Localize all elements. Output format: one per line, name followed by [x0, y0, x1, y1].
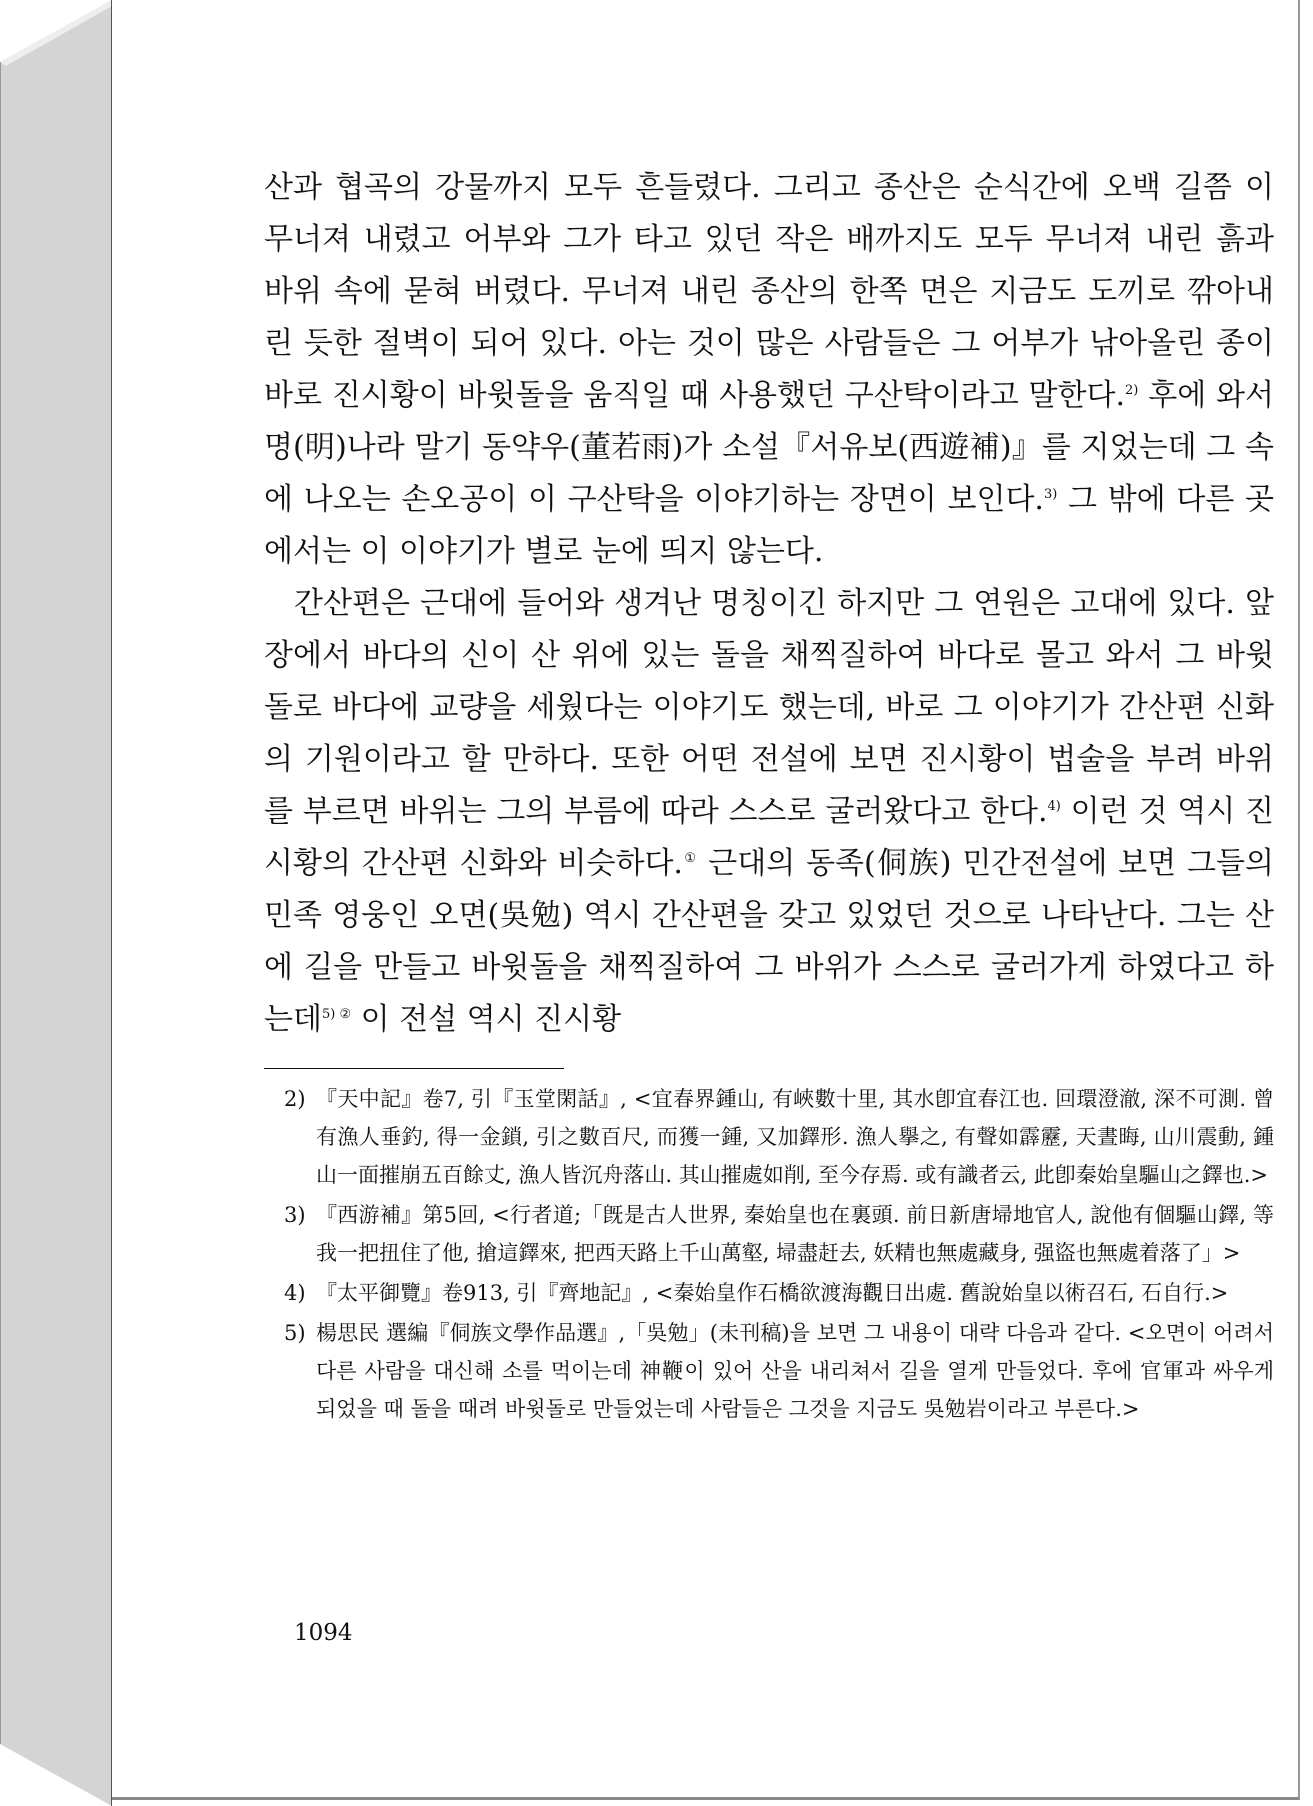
footnote — [284, 1314, 1274, 1428]
footnote-ref: 4) — [1047, 799, 1061, 814]
footnote-number: 5) — [284, 1321, 306, 1345]
footnote — [284, 1080, 1274, 1194]
footnote-text: 『太平御覽』卷913, 引『齊地記』, <秦始皇作石橋欲渡海觀日出處. 舊說始皇以術召石, 石自行.> — [316, 1281, 1229, 1305]
footnote-number: 3) — [284, 1203, 306, 1227]
footnote-ref: 5) ② — [321, 1007, 352, 1022]
page-number: 1094 — [294, 1620, 353, 1646]
footnote — [284, 1196, 1274, 1272]
text-run: 근대의 동족(侗族) 민간전설에 보면 그들의 민족 영웅인 오면(吳勉) 역시 간산편을 갖고 있었던 것으로 나타난다. 그는 산에 길을 만들고 바윗돌을 채찍질하여 그 바위가 스스로 굴러가게 하였다고 하는데 — [264, 846, 1274, 1037]
footnote-ref: 2) — [1125, 383, 1139, 398]
text-run: 산과 협곡의 강물까지 모두 흔들렸다. 그리고 종산은 순식간에 오백 길쯤 이 무너져 내렸고 어부와 그가 타고 있던 작은 배까지도 모두 무너져 내린 흙과 바위 속에 묻혀 버렸다. 무너져 내린 종산의 한쪽 면은 지금도 도끼로 깎아내린 듯한 절벽이 되어 있다. 아는 것이 많은 사람들은 그 어부가 낚아올린 종이 바로 진시황이 바윗돌을 움직일 때 사용했던 구산탁이라고 말한다. — [264, 170, 1274, 413]
body-text — [264, 162, 1274, 1046]
footnote-ref: ① — [682, 851, 698, 866]
footnote-text: 『西游補』第5回, <行者道;「旣是古人世界, 秦始皇也在裏頭. 前日新唐埽地官人, 說他有個驅山鐸, 等我一把扭住了他, 搶這鐸來, 把西天路上千山萬壑, 埽盡赶去, 妖精也無處藏身, 强盜也無處着落了」> — [316, 1203, 1274, 1265]
footnote-text: 『天中記』卷7, 引『玉堂閑話』, <宜春界鍾山, 有峽數十里, 其水卽宜春江也. 回環澄澈, 深不可測. 曾有漁人垂釣, 得一金鎖, 引之數百尺, 而獲一鍾, 又加鐸形. 漁人擧之, 有聲如霹靂, 天晝晦, 山川震動, 鍾山一面摧崩五百餘丈, 漁人皆沉舟落山. 其山摧處如削, 至今存焉. 或有識者云, 此卽秦始皇驅山之鐸也.> — [316, 1087, 1274, 1187]
text-run: 그 밖에 다른 곳에서는 이 이야기가 별로 눈에 띄지 않는다. — [264, 482, 1274, 569]
footnote-ref: 3) — [1043, 487, 1058, 502]
footnotes — [284, 1080, 1274, 1430]
book-spine — [0, 0, 112, 1806]
text-run: 이런 것 역시 진시황의 간산편 신화와 비슷하다. — [264, 794, 1274, 881]
text-run: 간산편은 근대에 들어와 생겨난 명칭이긴 하지만 그 연원은 고대에 있다. 앞장에서 바다의 신이 산 위에 있는 돌을 채찍질하여 바다로 몰고 와서 그 바윗돌로 바다에 교량을 세웠다는 이야기도 했는데, 바로 그 이야기가 간산편 신화의 기원이라고 할 만하다. 또한 어떤 전설에 보면 진시황이 법술을 부려 바위를 부르면 바위는 그의 부름에 따라 스스로 굴러왔다고 한다. — [264, 586, 1274, 829]
footnote-text: 楊思民 選編『侗族文學作品選』,「吳勉」(未刊稿)을 보면 그 내용이 대략 다음과 같다. <오면이 어려서 다른 사람을 대신해 소를 먹이는데 神鞭이 있어 산을 내리쳐서 길을 열게 만들었다. 후에 官軍과 싸우게 되었을 때 돌을 때려 바윗돌로 만들었는데 사람들은 그것을 지금도 吳勉岩이라고 부른다.> — [316, 1321, 1274, 1421]
text-run: 이 전설 역시 진시황 — [351, 1002, 622, 1037]
paragraph-1 — [264, 162, 1274, 578]
footnote-number: 4) — [284, 1281, 306, 1305]
book-page — [112, 0, 1300, 1800]
footnote — [284, 1274, 1274, 1312]
footnote-number: 2) — [284, 1087, 306, 1111]
text-run: 후에 와서 명(明)나라 말기 동약우(董若雨)가 소설『서유보(西遊補)』를 지었는데 그 속에 나오는 손오공이 이 구산탁을 이야기하는 장면이 보인다. — [264, 378, 1274, 517]
paragraph-2 — [264, 578, 1274, 1046]
footnote-divider — [264, 1068, 564, 1069]
